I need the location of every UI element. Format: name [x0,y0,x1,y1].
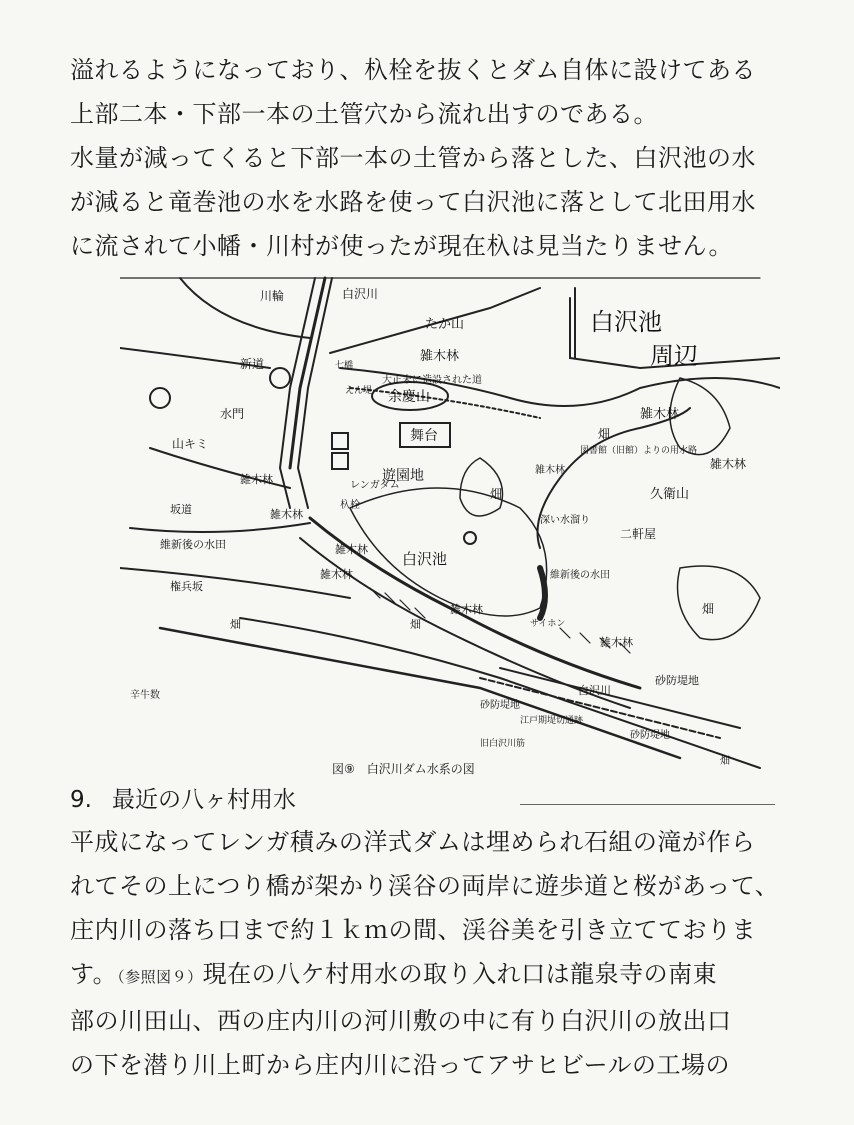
map-label: 雑木林 [450,603,483,616]
text-line: 部の川田山、西の庄内川の河川敷の中に有り白沢川の放出口 [70,1007,732,1035]
map-label: 雑木林 [600,636,633,649]
map-label: 杁栓 [340,500,360,511]
map-label: 雑木林 [535,465,565,476]
map-label: 七橋 [335,361,354,371]
map-label: 水門 [220,407,245,421]
map-label: 権兵坂 [170,580,203,593]
text-line: 庄内川の落ち口まで約１ｋｍの間、渓谷美を引き立てておりま [70,916,756,944]
section-title: 最近の八ヶ村用水 [111,787,296,813]
map-label: 雑木林 [640,407,680,422]
map-label: 砂防堤地 [480,700,520,711]
text-line: に流されて小幡・川村が使ったが現在杁は見当たりません。 [70,232,733,260]
map-label: 畑 [490,487,503,501]
map-label: 舞台 [410,428,438,444]
map-label: レンガダム [350,480,400,491]
text-line: が減ると竜巻池の水を水路を使って白沢池に落として北田用水 [70,188,756,216]
map-label: 江戸期堤切通跡 [520,716,584,726]
figure-reference: （参照図９） [117,968,203,986]
map-label: たか山 [425,317,465,332]
map-label: 大正末に造設された道 [382,375,482,386]
map-label: 坂道 [170,503,192,516]
map-label: 川輪 [260,289,285,303]
map-label: 辛牛数 [130,690,160,701]
map-label: 砂防堤地 [630,730,670,741]
map-label: 畑 [230,618,241,631]
map-label: えん堤 [345,386,373,396]
map-label: 雑木林 [710,457,747,471]
map-label: 畑 [720,756,730,767]
map-label: 畑 [598,427,611,441]
text-line: 溢れるようになっており、杁栓を抜くとダム自体に設けてある [70,56,756,84]
map-label: 旧白沢川筋 [480,739,526,749]
map-label: 砂防堤地 [655,674,699,687]
section-heading [70,782,296,818]
map-label: 遊園地 [382,468,424,484]
map-label: 白沢池 [402,550,448,568]
map-label: 畑 [702,602,715,616]
section-number: 9. [70,787,92,813]
intro-paragraph [70,48,756,136]
map-label: 二軒屋 [620,527,657,541]
map-label: 畑 [410,618,421,631]
text-line: 上部二本・下部一本の土管穴から流れ出すのである。 [70,100,658,128]
text-line: 平成になってレンガ積みの洋式ダムは埋められ石組の滝が作ら [70,828,756,856]
map-label: 深い水溜り [540,515,590,526]
map-label: 余慶山 [388,389,430,405]
map-label: 維新後の水田 [160,538,226,551]
map-label: 白沢川 [342,287,379,301]
text-line: す。 [70,960,118,988]
map-caption: 図⑨ 白沢川ダム水系の図 [332,762,475,776]
map-title: 白沢池 [590,308,662,336]
map-label: 白沢川 [578,684,611,697]
map-title-2: 周辺 [650,342,698,370]
map-label: 雑木林 [320,568,353,581]
map-label: 図書館（旧館）よりの用水路 [580,446,698,456]
text-line: の下を潜り川上町から庄内川に沿ってアサヒビールの工場の [70,1051,731,1079]
map-label: 維新後の水田 [550,570,610,581]
map-label: 雑木林 [240,473,273,486]
recent-paragraph [70,820,779,1087]
map-label: 雑木林 [420,349,460,364]
map-label: 山キミ [172,437,209,451]
map-label: 雑木林 [335,543,368,556]
map-label: 新道 [240,357,265,371]
water-paragraph [70,136,756,268]
map-label: 雑木林 [270,508,303,521]
divider [520,804,775,805]
text-line: 現在の八ケ村用水の取り入れ口は龍泉寺の南東 [202,960,718,988]
shirasawa-dam-map [120,268,780,780]
map-label: 久衛山 [650,487,690,502]
text-line: 水量が減ってくると下部一本の土管から落とした、白沢池の水 [70,144,756,172]
map-label: サイホン [530,619,566,629]
text-line: れてその上につり橋が架かり渓谷の両岸に遊歩道と桜があって、 [70,872,780,900]
